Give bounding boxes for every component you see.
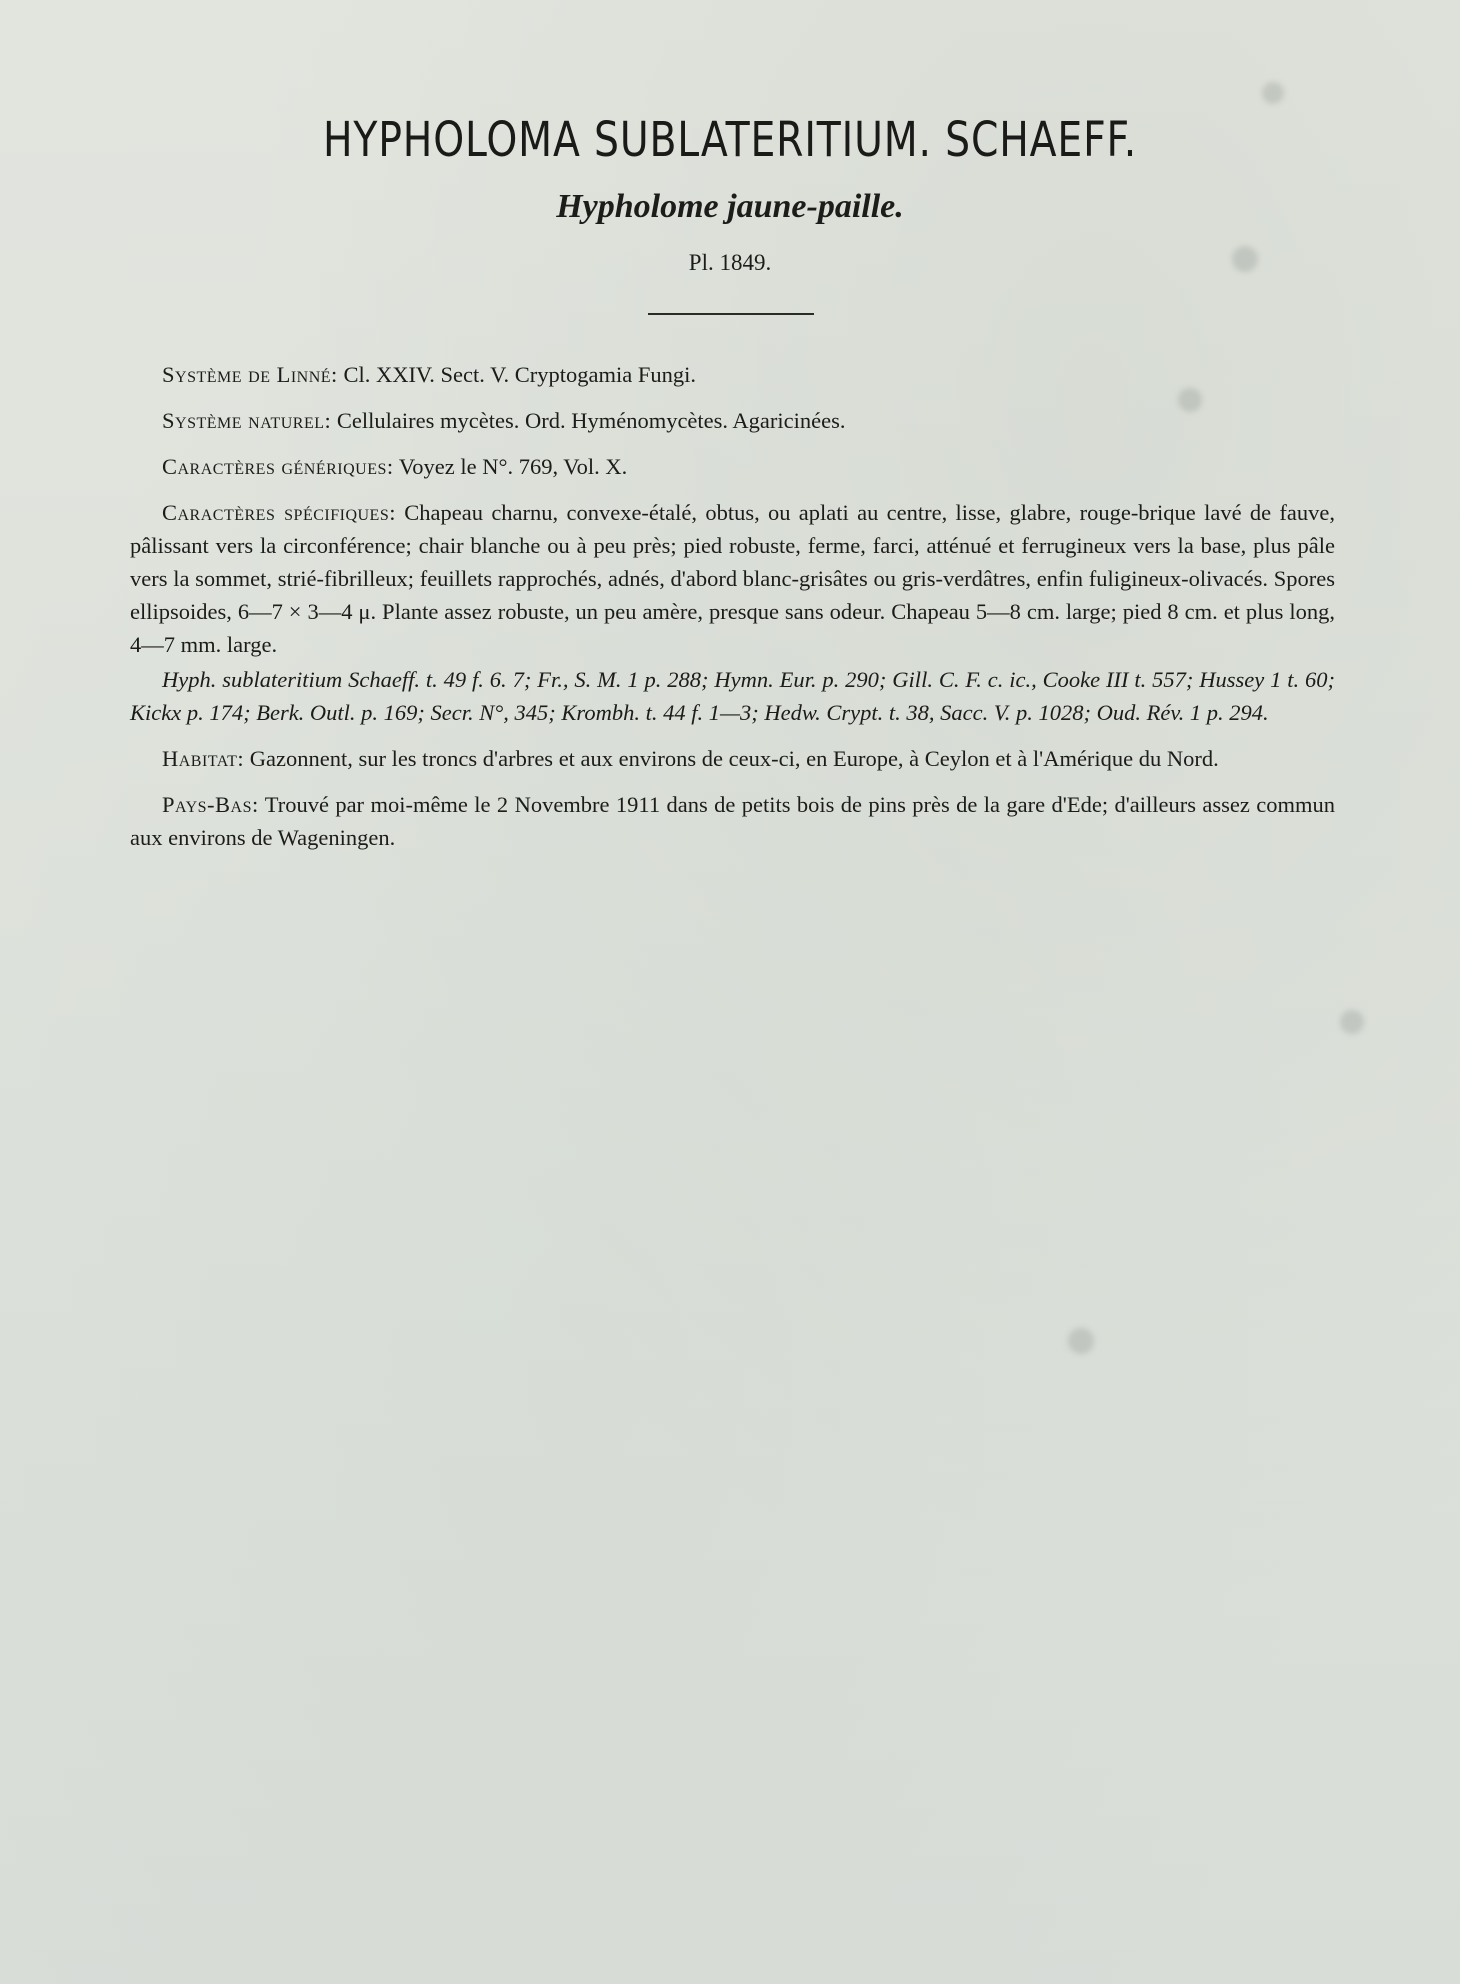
description-body (130, 358, 1335, 867)
paragraph-habitat (130, 742, 1335, 775)
foxing-spot (1068, 1328, 1094, 1354)
paragraph-linne (130, 358, 1335, 391)
paragraph-references: Hyph. sublateritium Schaeff. t. 49 f. 6. 7; Fr., S. M. 1 p. 288; Hymn. Eur. p. 290; Gill. C. F. c. ic., Cooke III t. 557; Hussey 1 t. 60; Kickx p. 174; Berk. Outl. p. 169; Secr. N°, 345; Krombh. t. 44 f. 1—3; Hedw. Crypt. t. 38, Sacc. V. p. 1028; Oud. Rév. 1 p. 294. (130, 667, 1335, 725)
text-habitat: Gazonnent, sur les troncs d'arbres et aux environs de ceux-ci, en Europe, à Ceylon et à l'Amérique du Nord. (244, 746, 1219, 771)
text-generiques: Voyez le N°. 769, Vol. X. (393, 454, 628, 479)
label-generiques: Caractères génériques: (162, 454, 394, 479)
foxing-spot (1340, 1010, 1364, 1034)
plate-number: Pl. 1849. (688, 250, 772, 275)
text-linne: Cl. XXIV. Sect. V. Cryptogamia Fungi. (337, 362, 696, 387)
label-specifiques: Caractères spécifiques: (162, 500, 396, 525)
divider (648, 313, 814, 315)
foxing-spot (1262, 82, 1284, 104)
paragraph-generiques (130, 450, 1335, 483)
text-paysbas: Trouvé par moi-même le 2 Novembre 1911 dans de petits bois de pins près de la gare d'Ede; d'ailleurs assez commun aux environs de Wageningen. (130, 792, 1335, 850)
page-subtitle: Hypholome jaune-paille. (556, 188, 904, 225)
page-title: HYPHOLOMA SUBLATERITIUM. SCHAEFF. (322, 112, 1138, 168)
label-linne: Système de Linné: (162, 362, 338, 387)
label-paysbas: Pays-Bas: (162, 792, 259, 817)
text-specifiques: Chapeau charnu, convexe-étalé, obtus, ou aplati au centre, lisse, glabre, rouge-brique lavé de fauve, pâlissant vers la circonférence; chair blanche ou à peu près; pied robuste, ferme, farci, atténué et ferrugineux vers la base, plus pâle vers la sommet, strié-fibrilleux; feuillets rapprochés, adnés, d'abord blanc-grisâtes ou gris-verdâtres, enfin fuligineux-olivacés. Spores ellipsoides, 6—7 × 3—4 μ. Plante assez robuste, un peu amère, presque sans odeur. Chapeau 5—8 cm. large; pied 8 cm. et plus long, 4—7 mm. large. (130, 500, 1336, 657)
label-naturel: Système naturel: (162, 408, 332, 433)
paragraph-specifiques (130, 496, 1335, 661)
label-habitat: Habitat: (162, 746, 245, 771)
text-naturel: Cellulaires mycètes. Ord. Hyménomycètes. Agaricinées. (331, 408, 846, 433)
paragraph-paysbas (130, 788, 1335, 854)
paragraph-naturel (130, 404, 1335, 437)
